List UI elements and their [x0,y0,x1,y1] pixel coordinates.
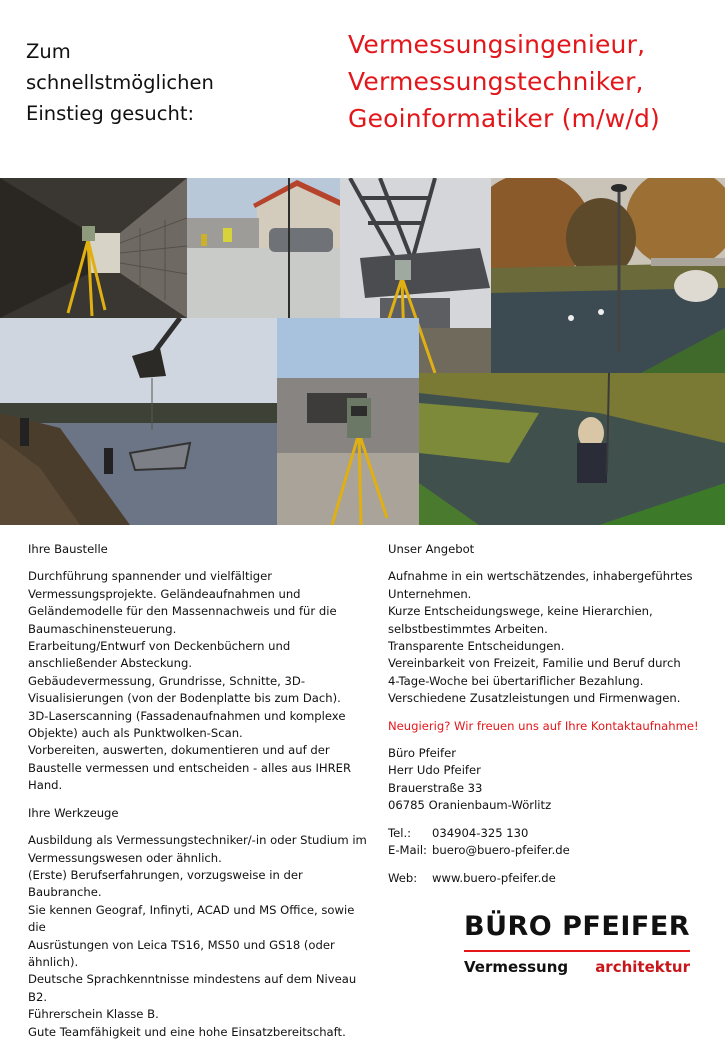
text-line: Ausbildung als Vermessungstechniker/-in oder Studium im [28,833,367,848]
logo-subline [464,957,690,977]
intro-line: Zum [26,40,71,63]
text-line: 4-Tage-Woche bei übertariflicher Bezahlung. [388,673,644,688]
address-line: 06785 Oranienbaum-Wörlitz [388,798,552,813]
phone-label: Tel.: [388,825,412,840]
postal-address [388,745,706,815]
intro-line: Einstieg gesucht: [26,102,195,125]
text-line: Baumaschinensteuerung. [28,621,177,636]
section-title-angebot: Unser Angebot [388,542,475,556]
left-column [28,541,374,1041]
text-line: Ausrüstungen von Leica TS16, MS50 und GS18 (oder ähnlich). [28,937,335,969]
address-line: Büro Pfeifer [388,746,456,761]
company-logo [464,910,694,977]
text-line: Gute Teamfähigkeit und eine hohe Einsatzbereitschaft. [28,1024,346,1039]
text-line: Unternehmen. [388,586,472,601]
text-line: Deutsche Sprachkenntnisse mindestens auf dem Niveau B2. [28,972,357,1004]
text-line: Sie kennen Geograf, Infinyti, ACAD und MS Office, sowie die [28,902,355,935]
web-label: Web: [388,870,418,885]
email-row [388,842,706,859]
text-line: Durchführung spannender und vielfältiger [28,569,273,584]
text-line: anschließender Absteckung. [28,656,192,671]
text-line: 3D-Laserscanning (Fassadenaufnahmen und komplexe [28,708,346,723]
text-line: Verschiedene Zusatzleistungen und Firmenwagen. [388,691,681,706]
logo-word-vermessung: Vermessung [464,958,569,976]
text-line: Geländemodelle für den Massennachweis und für die [28,604,337,619]
text-line: selbstbestimmtes Arbeiten. [388,621,548,636]
text-line: Baubranche. [28,885,102,900]
phone-number[interactable]: 034904-325 130 [432,825,529,840]
text-line: Baustelle vermessen und entscheiden - alles aus IHRER [28,760,352,775]
text-line: Hand. [28,778,63,793]
intro-line: schnellstmöglichen [26,71,214,94]
angebot-text [388,568,706,707]
text-line: Objekte) auch als Punktwolken-Scan. [28,726,243,741]
text-line: Vorbereiten, auswerten, dokumentieren und auf der [28,743,330,758]
text-line: (Erste) Berufserfahrungen, vorzugsweise in der [28,867,303,882]
werkzeuge-text [28,832,374,1041]
text-line: Vereinbarkeit von Freizeit, Familie und Beruf durch [388,656,681,671]
job-title-headline [348,26,718,137]
headline-line: Vermessungsingenieur, [348,30,646,59]
photo-wading-surveyor [419,373,725,525]
section-title-werkzeuge: Ihre Werkzeuge [28,805,119,820]
photo-tunnel-tripod [0,178,187,318]
text-line: Vermessungswesen oder ähnlich. [28,850,222,865]
section-title-baustelle: Ihre Baustelle [28,542,108,556]
intro-text [26,36,316,129]
address-line: Brauerstraße 33 [388,780,483,795]
right-column [388,541,706,887]
photo-excavator-lake [0,318,277,525]
logo-word-architektur: architektur [595,958,690,976]
text-line: Führerschein Klasse B. [28,1007,159,1022]
text-line: Vermessungsprojekte. Geländeaufnahmen und [28,586,301,601]
text-line: Kurze Entscheidungswege, keine Hierarchien, [388,604,653,619]
email-label: E-Mail: [388,843,427,858]
phone-row [388,825,706,842]
text-line: Erarbeitung/Entwurf von Deckenbüchern und [28,639,291,654]
text-line: Visualisierungen (von der Bodenplatte bis zum Dach). [28,691,341,706]
headline-line: Vermessungstechniker, [348,67,644,96]
text-line: Transparente Entscheidungen. [388,639,565,654]
web-link[interactable]: www.buero-pfeifer.de [432,870,556,885]
text-line: Gebäudevermessung, Grundrisse, Schnitte, 3D- [28,673,306,688]
call-to-action: Neugierig? Wir freuen uns auf Ihre Kontaktaufnahme! [388,718,699,733]
photo-river-pole [491,178,725,373]
headline-line: Geoinformatiker (m/w/d) [348,104,661,133]
photo-building-site [187,178,340,318]
web-row [388,870,706,887]
address-line: Herr Udo Pfeifer [388,763,481,778]
baustelle-text [28,568,374,794]
logo-name: BÜRO PFEIFER [464,911,691,942]
photo-bridge-tripod [277,318,419,525]
logo-divider [464,950,690,952]
email-link[interactable]: buero@buero-pfeifer.de [432,843,570,858]
text-line: Aufnahme in ein wertschätzendes, inhabergeführtes [388,569,693,584]
